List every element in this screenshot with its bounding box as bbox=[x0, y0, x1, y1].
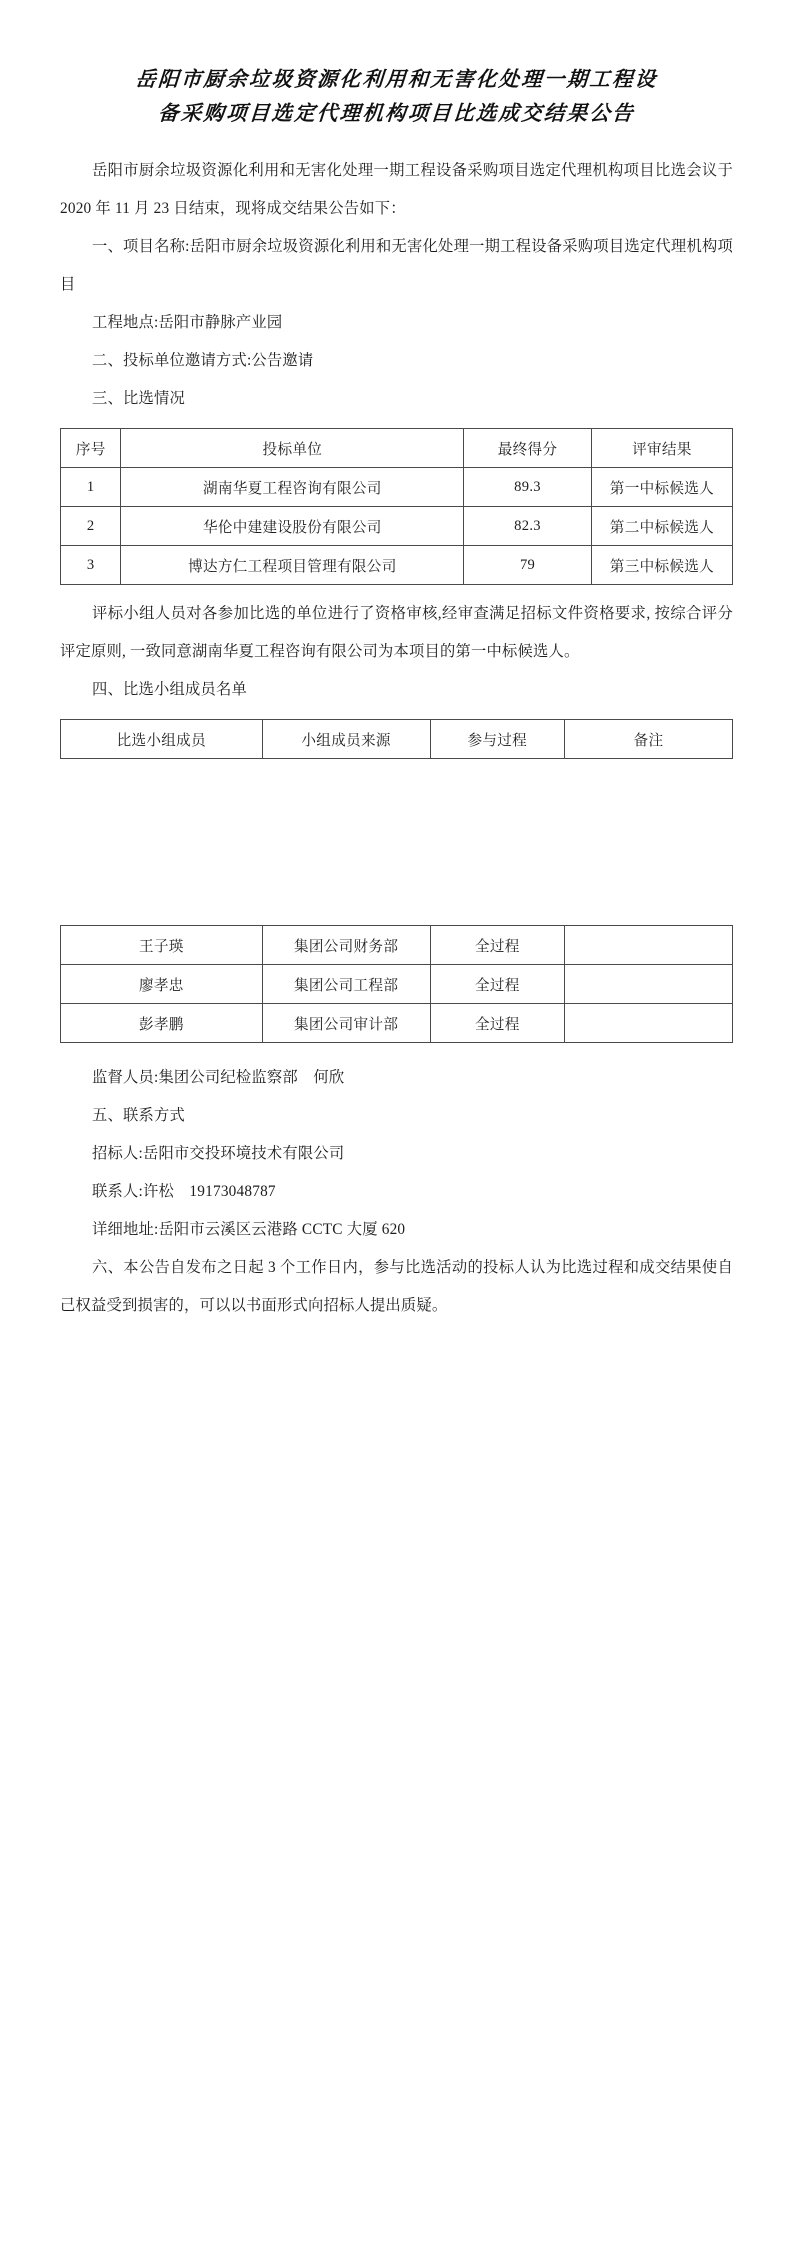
intro-paragraph: 岳阳市厨余垃圾资源化利用和无害化处理一期工程设备采购项目选定代理机构项目比选会议于 2020 年 11 月 23 日结束，现将成交结果公告如下： bbox=[60, 162, 733, 217]
cell-score: 82.3 bbox=[464, 507, 592, 546]
section-5-heading: 五、联系方式 bbox=[92, 1107, 185, 1124]
table-row bbox=[61, 965, 733, 1004]
cell-member: 廖孝忠 bbox=[61, 965, 263, 1004]
cell-result: 第一中标候选人 bbox=[591, 468, 732, 507]
column-header-score: 最终得分 bbox=[464, 429, 592, 468]
table-row bbox=[61, 926, 733, 965]
cell-source: 集团公司工程部 bbox=[262, 965, 430, 1004]
cell-result: 第二中标候选人 bbox=[591, 507, 732, 546]
section-4-heading: 四、比选小组成员名单 bbox=[92, 681, 247, 698]
contact-line: 联系人:许松 19173048787 bbox=[92, 1183, 276, 1200]
cell-bidder: 湖南华夏工程咨询有限公司 bbox=[121, 468, 464, 507]
cell-bidder: 博达方仁工程项目管理有限公司 bbox=[121, 546, 464, 585]
tenderer-line: 招标人:岳阳市交投环境技术有限公司 bbox=[92, 1145, 345, 1162]
cell-result: 第三中标候选人 bbox=[591, 546, 732, 585]
table-row bbox=[61, 507, 733, 546]
cell-seq: 2 bbox=[61, 507, 121, 546]
cell-source: 集团公司财务部 bbox=[262, 926, 430, 965]
column-header-result: 评审结果 bbox=[591, 429, 732, 468]
title-line-1: 岳阳市厨余垃圾资源化利用和无害化处理一期工程设 bbox=[134, 67, 659, 91]
title-line-2: 备采购项目选定代理机构项目比选成交结果公告 bbox=[157, 101, 636, 125]
section-3-summary: 评标小组人员对各参加比选的单位进行了资格审核,经审查满足招标文件资格要求, 按综合评分评定原则, 一致同意湖南华夏工程咨询有限公司为本项目的第一中标候选人。 bbox=[60, 605, 733, 660]
cell-remark bbox=[564, 926, 732, 965]
cell-participation: 全过程 bbox=[430, 1004, 564, 1043]
bid-results-table bbox=[60, 428, 733, 585]
table-row bbox=[61, 468, 733, 507]
cell-participation: 全过程 bbox=[430, 965, 564, 1004]
section-2-heading: 二、投标单位邀请方式:公告邀请 bbox=[92, 352, 314, 369]
page-break-gap bbox=[60, 763, 733, 915]
supervisor-line: 监督人员:集团公司纪检监察部 何欣 bbox=[92, 1069, 345, 1086]
column-header-member: 比选小组成员 bbox=[61, 720, 263, 759]
table-row bbox=[61, 546, 733, 585]
section-1-site: 工程地点:岳阳市静脉产业园 bbox=[92, 314, 283, 331]
cell-seq: 3 bbox=[61, 546, 121, 585]
section-3-heading: 三、比选情况 bbox=[92, 390, 185, 407]
cell-member: 彭孝鹏 bbox=[61, 1004, 263, 1043]
cell-member: 王子瑛 bbox=[61, 926, 263, 965]
cell-remark bbox=[564, 1004, 732, 1043]
document-body bbox=[60, 152, 733, 1325]
cell-seq: 1 bbox=[61, 468, 121, 507]
column-header-seq: 序号 bbox=[61, 429, 121, 468]
cell-score: 79 bbox=[464, 546, 592, 585]
document-title bbox=[60, 0, 733, 130]
column-header-participation: 参与过程 bbox=[430, 720, 564, 759]
review-members-header-table bbox=[60, 719, 733, 759]
column-header-source: 小组成员来源 bbox=[262, 720, 430, 759]
table-header-row bbox=[61, 429, 733, 468]
cell-score: 89.3 bbox=[464, 468, 592, 507]
cell-source: 集团公司审计部 bbox=[262, 1004, 430, 1043]
address-line: 详细地址:岳阳市云溪区云港路 CCTC 大厦 620 bbox=[92, 1221, 406, 1238]
review-members-table bbox=[60, 925, 733, 1043]
cell-bidder: 华伦中建建设股份有限公司 bbox=[121, 507, 464, 546]
column-header-bidder: 投标单位 bbox=[121, 429, 464, 468]
cell-remark bbox=[564, 965, 732, 1004]
section-6-paragraph: 六、本公告自发布之日起 3 个工作日内，参与比选活动的投标人认为比选过程和成交结果使自己权益受到损害的，可以以书面形式向招标人提出质疑。 bbox=[60, 1259, 733, 1314]
cell-participation: 全过程 bbox=[430, 926, 564, 965]
table-row bbox=[61, 1004, 733, 1043]
column-header-remark: 备注 bbox=[564, 720, 732, 759]
section-1-heading: 一、项目名称:岳阳市厨余垃圾资源化利用和无害化处理一期工程设备采购项目选定代理机构项目 bbox=[60, 238, 733, 293]
table-header-row bbox=[61, 720, 733, 759]
